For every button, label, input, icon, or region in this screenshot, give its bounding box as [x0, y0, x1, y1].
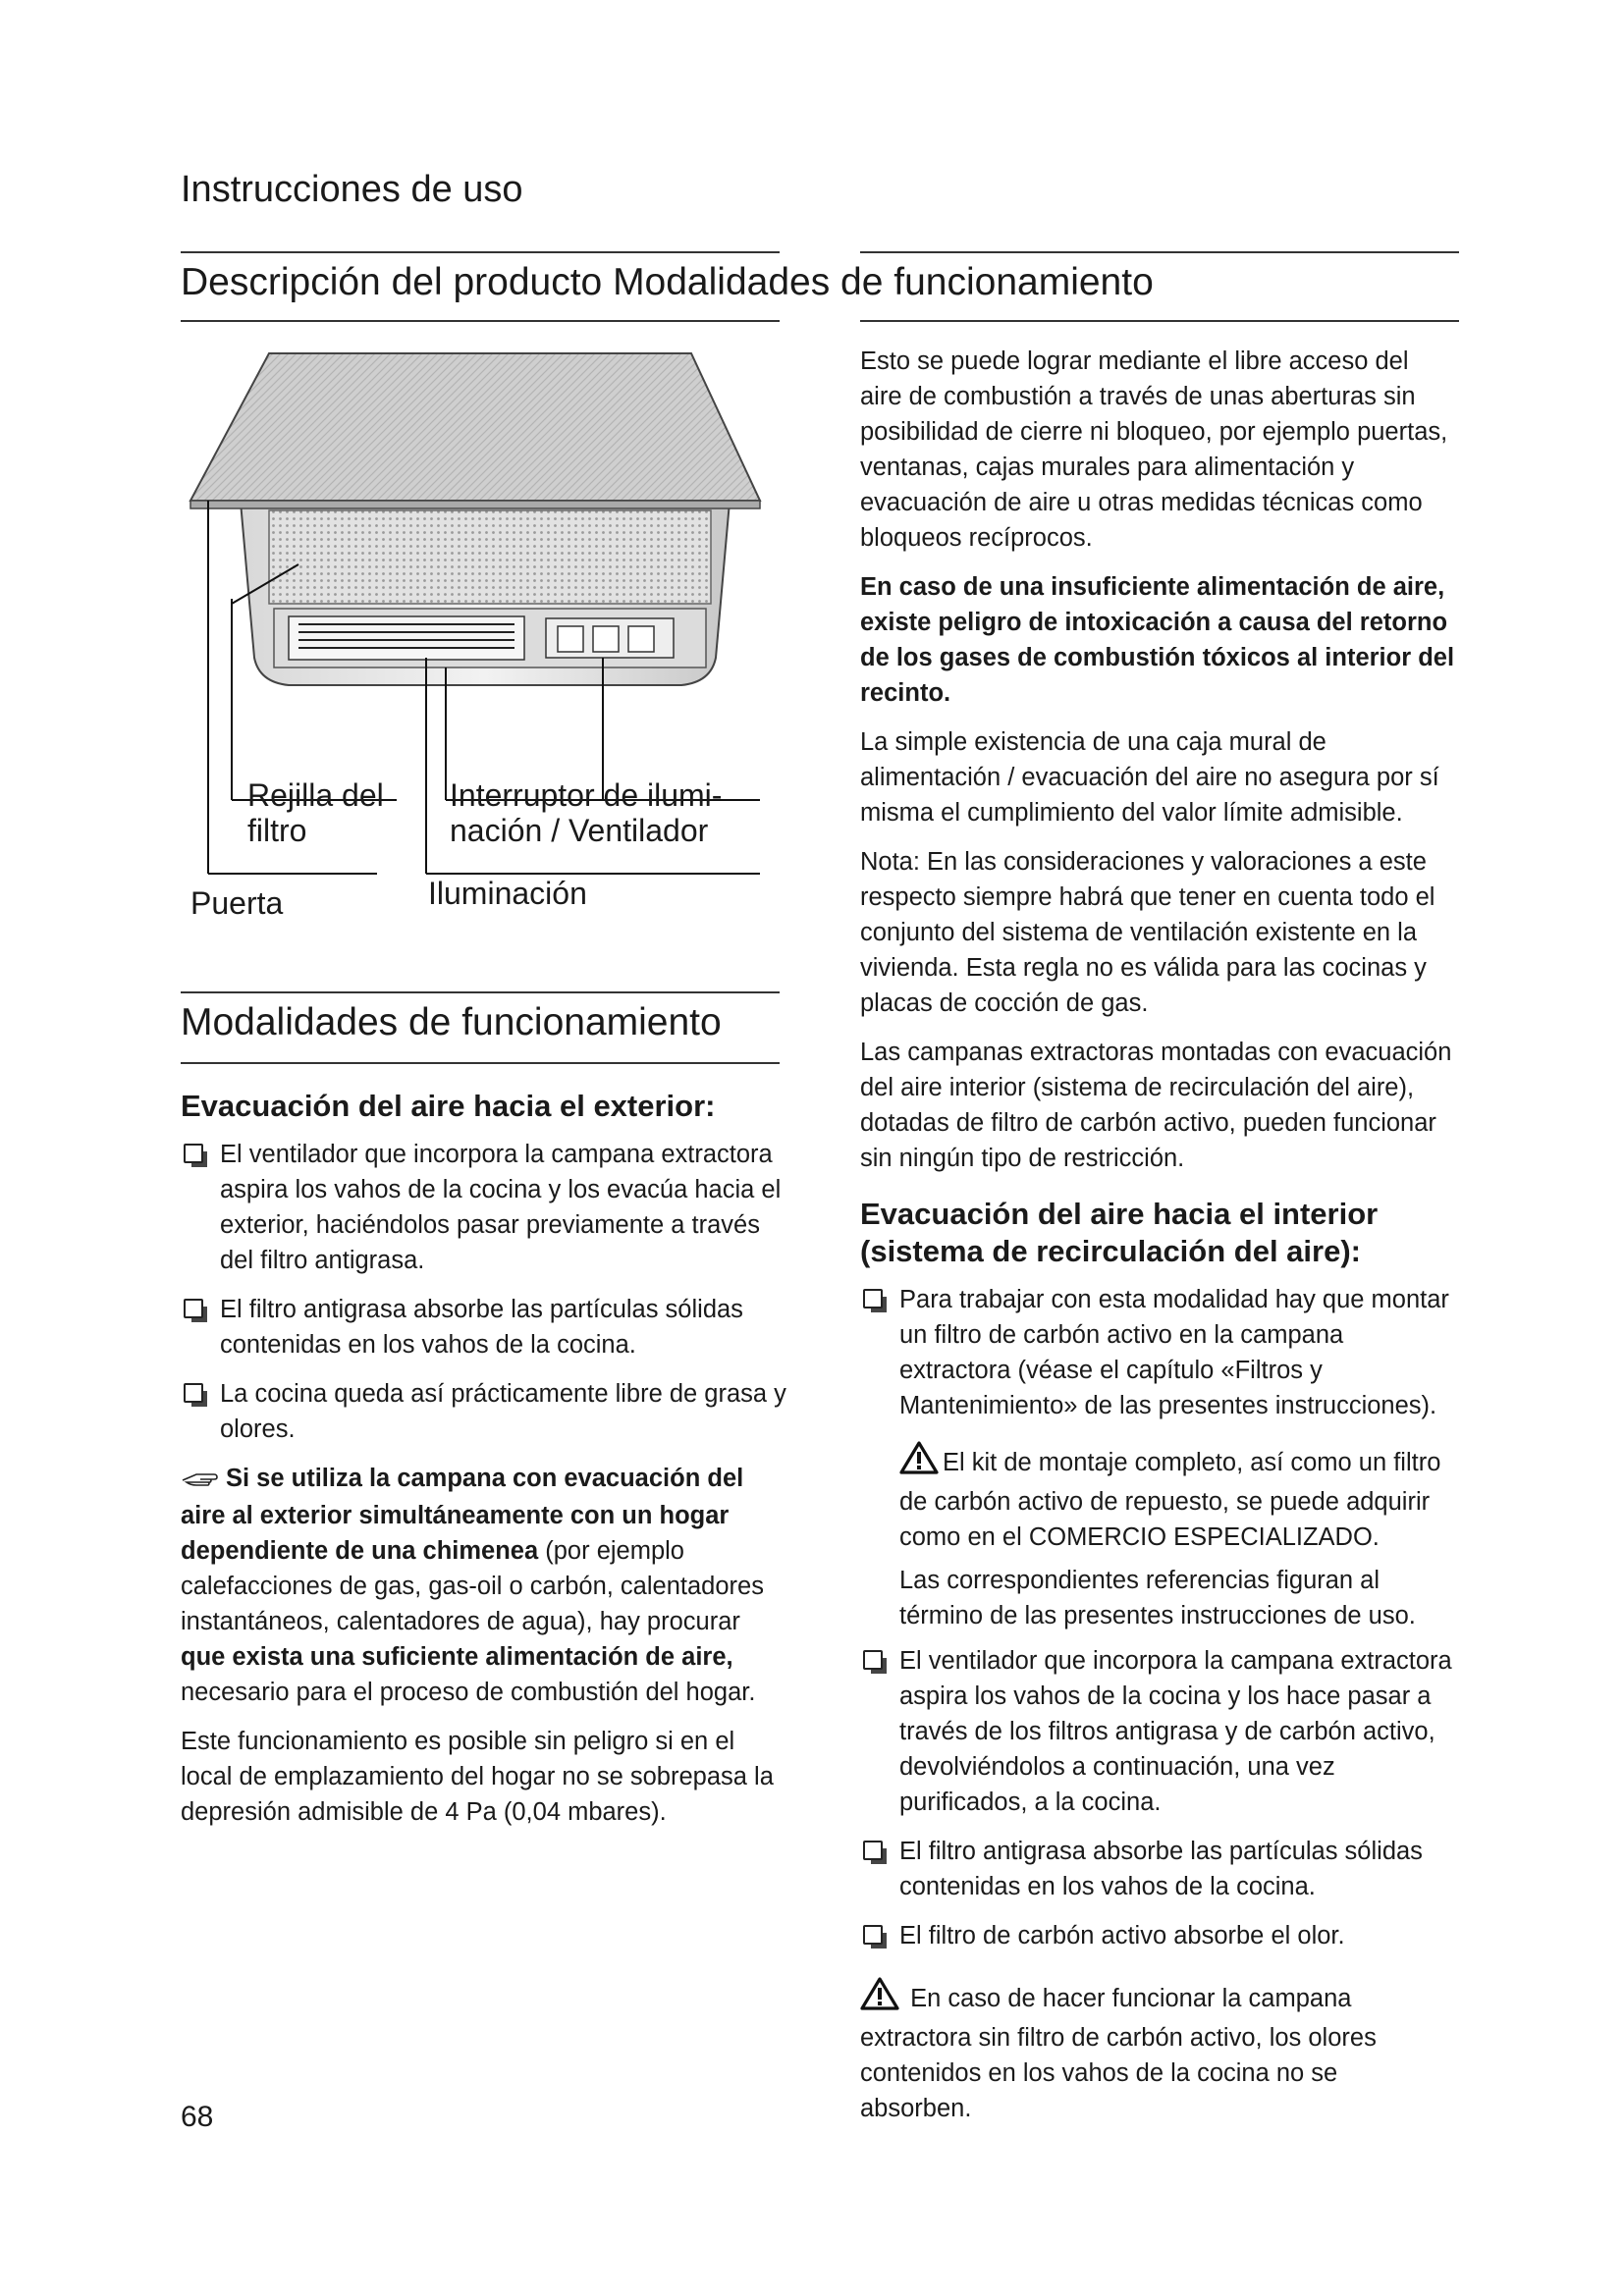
right-paragraph-4: Las campanas extractoras montadas con evacuación del aire interior (sistema de recirculación del aire), dotadas de filtro de carbón activo, pueden funcionar sin ningún tipo de restricción.	[860, 1039, 1452, 1172]
list-item: El filtro antigrasa absorbe las partículas sólidas contenidas en los vahos de la cocina.	[181, 1292, 789, 1362]
pointing-hand-icon	[181, 1463, 218, 1498]
checkbox-bullet-icon	[184, 1383, 203, 1403]
left-subheading: Evacuación del aire hacia el exterior:	[181, 1089, 716, 1123]
list-item: El ventilador que incorpora la campana extractora aspira los vahos de la cocina y los hace pasar a través de los filtros antigrasa y de carbón activo, devolviéndolos a continuación, una vez purificados, a la cocina.	[860, 1643, 1455, 1820]
divider	[181, 320, 780, 322]
label-lighting: Iluminación	[428, 876, 587, 911]
page-number: 68	[181, 2101, 214, 2133]
list-item: El filtro antigrasa absorbe las partículas sólidas contenidas en los vahos de la cocina.	[860, 1834, 1455, 1904]
list-item: El filtro de carbón activo absorbe el olor.	[860, 1918, 1455, 1953]
kit-warning: El kit de montaje completo, así como un filtro de carbón activo de repuesto, se puede adquirir como en el COMERCIO ESPECIALIZADO. Las correspondientes referencias figuran al término de las presentes instrucciones de uso.	[860, 1441, 1455, 1633]
warning-icon	[860, 1977, 899, 2020]
checkbox-bullet-icon	[863, 1925, 883, 1945]
right-column	[860, 344, 1455, 2140]
divider	[181, 1062, 780, 1064]
label-filter-grid: Rejilla del filtro	[247, 777, 384, 848]
divider	[181, 251, 780, 253]
kit-warning-references: Las correspondientes referencias figuran al término de las presentes instrucciones de uso.	[899, 1567, 1416, 1629]
list-item: El ventilador que incorpora la campana extractora aspira los vahos de la cocina y los evacúa hacia el exterior, haciéndolos pasar previamente a través del filtro antigrasa.	[181, 1137, 789, 1278]
left-section-title: Modalidades de funcionamiento	[181, 1001, 722, 1043]
divider	[860, 320, 1459, 322]
checkbox-bullet-icon	[184, 1144, 203, 1163]
divider	[181, 991, 780, 993]
warning-icon	[899, 1441, 939, 1484]
list-item: La cocina queda así prácticamente libre de grasa y olores.	[181, 1376, 789, 1447]
right-paragraph-1: Esto se puede lograr mediante el libre acceso del aire de combustión a través de unas aberturas sin posibilidad de cierre ni bloqueo, por ejemplo puertas, ventanas, cajas murales para alimentación y evacuación de aire u otras medidas técnicas como bloqueos recíprocos.	[860, 347, 1448, 552]
checkbox-bullet-icon	[863, 1289, 883, 1308]
right-paragraph-3: Nota: En las consideraciones y valoraciones a este respecto siempre habrá que tener en cuenta todo el conjunto del sistema de ventilación existente en la vivienda. Esta regla no es válida para las cocinas y placas de cocción de gas.	[860, 848, 1435, 1017]
label-switch: Interruptor de ilumi- nación / Ventilador	[450, 777, 723, 848]
chimney-note: Si se utiliza la campana con evacuación del aire al exterior simultáneamente con un hogar dependiente de una chimenea (por ejemplo calefacciones de gas, gas-oil o carbón, calentadores instantáneos, calentadores de agua), hay procurar que exista una suficiente alimentación de aire, necesario para el proceso de combustión del hogar.	[181, 1465, 764, 1706]
checkbox-bullet-icon	[863, 1841, 883, 1860]
checkbox-bullet-icon	[863, 1650, 883, 1670]
list-item: Para trabajar con esta modalidad hay que montar un filtro de carbón activo en la campana extractora (véase el capítulo «Filtros y Mantenimiento» de las presentes instrucciones).	[860, 1282, 1455, 1423]
right-subheading: Evacuación del aire hacia el interior (sistema de recirculación del aire):	[860, 1197, 1379, 1268]
left-column	[181, 1088, 789, 1843]
page-header: Instrucciones de uso	[181, 169, 523, 210]
left-paragraph: Este funcionamiento es posible sin peligro si en el local de emplazamiento del hogar no se sobrepasa la depresión admisible de 4 Pa (0,04 mbares).	[181, 1728, 774, 1826]
label-door: Puerta	[190, 885, 284, 921]
section-title: Descripción del producto Modalidades de funcionamiento	[181, 261, 1154, 303]
danger-paragraph: En caso de una insuficiente alimentación de aire, existe peligro de intoxicación a causa del retorno de los gases de combustión tóxicos al interior del recinto.	[860, 573, 1455, 707]
divider	[860, 251, 1459, 253]
odor-warning: En caso de hacer funcionar la campana extractora sin filtro de carbón activo, los olores contenidos en los vahos de la cocina no se absorben.	[860, 1977, 1455, 2126]
right-paragraph-2: La simple existencia de una caja mural de alimentación / evacuación del aire no asegura por sí misma el cumplimiento del valor límite admisible.	[860, 728, 1439, 827]
checkbox-bullet-icon	[184, 1299, 203, 1318]
